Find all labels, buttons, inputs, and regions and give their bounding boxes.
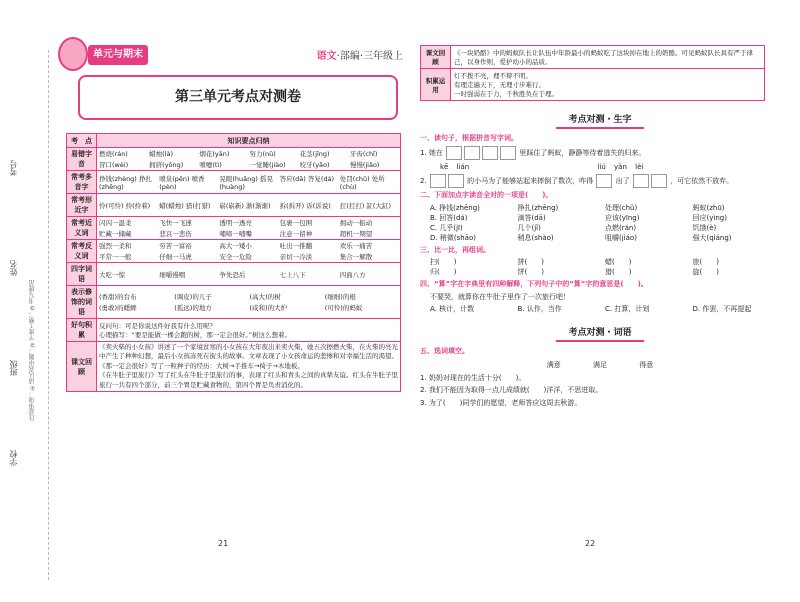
- answer-grid[interactable]: [596, 174, 612, 188]
- question-5-item: 2. 我们不能因为取得一点儿成绩就( )洋洋，不思进取。: [420, 386, 603, 394]
- question-5-item: 3. 为了( )同学们的愿望，老师答应这周去秋游。: [420, 398, 582, 407]
- cut-line: [48, 50, 49, 580]
- name-field-label: 姓名: [9, 260, 18, 276]
- question-3-heading: 三、比一比，再组词。: [420, 245, 490, 254]
- answer-grid[interactable]: [446, 146, 462, 160]
- table-row: 常考反义词 强烈一柔和 穷苦一富裕 高大一矮小 吐出一推翻 欢乐一痛苦 平常一一般 仔细一马虎 安全一危险 亲切一冷淡 集合一解散: [67, 240, 401, 263]
- title-box: [78, 75, 398, 120]
- table-head-point: 考 点: [67, 134, 97, 148]
- question-1-pinyin: kē lián liú yǎn lèi: [440, 162, 644, 171]
- binding-strip: [0, 30, 55, 570]
- page-title: 第三单元考点对测卷: [175, 89, 301, 105]
- table-row: 好句积累 反问句：可是你说这件好我有什么用呢？ 心理描写：“要是能做一棵会跑的树，那一定会很好。”树这么想着。: [67, 319, 401, 342]
- exam-number-field-label: 考号: [9, 160, 18, 176]
- word-bank: 满意 满足 得意: [546, 360, 654, 369]
- table-row: 常考多音字 挣钱(zhèng) 挣扎(zhēng) 喷泉(pēn) 喷香(pèn) 晃眼(huǎng) 摇晃(huàng) 答应(dā) 答复(dá) 处罚(chǔ) 处所(chù): [67, 171, 401, 194]
- answer-grid[interactable]: [464, 146, 480, 160]
- section-heading-words: 考点对测・词语: [420, 320, 780, 342]
- question-2-heading: 二、下面加点字读音全对的一项是( )。: [420, 191, 553, 199]
- table-row: 常考近义词 闪闪一温柔 飞快一飞速 透明一透亮 包裹一包围 拥动一振动 贮藏一储藏 悲哀一悲伤 哺啼一哺嘴 注意一留神 超机一期望: [67, 217, 401, 240]
- question-1-item-1: 1. 她在 里踩住了蚂蚁，静静等待着逃失的归来。: [420, 146, 780, 160]
- subject-label: 语文·部编·三年级上: [316, 51, 403, 62]
- question-5-item: 1. 奶奶对现在的生活十分( )。: [420, 373, 526, 382]
- table-head-summary: 知识要点归纳: [97, 134, 401, 148]
- question-1-heading: 一、读句子，根据拼音写字词。: [420, 134, 518, 142]
- class-field-label: 班级: [9, 360, 18, 376]
- school-field-label: 学校: [9, 450, 18, 466]
- question-3-pairs: 扫( ) 拼( ) 蜡( ) 旅( ) 归( ) 饼( ) 猎( ) 旋( ): [430, 258, 719, 276]
- table-row: 课文回顾 《一块奶酪》中的蚂蚁队长让队伍中年龄最小的蚂蚁吃了这块掉在地上的奶酪。可见蚂蚁队长具有严于律己，以身作则，爱护幼小的品质。: [421, 46, 765, 69]
- left-page: [58, 45, 403, 565]
- table-row: 易错字音 燃烧(rán) 蜡烛(là) 烟花(yān) 努力(nǔ) 花茎(jīng) 牙齿(chǐ) 冒口(wèi) 拥挤(yōng) 喷嚏(tì) 一觉睡(jiào) 咬牙(yǎo) 慢慢(jiǎo): [67, 148, 401, 171]
- table-row: 常考形近字 怜(可怜) 拎(拎着) 蜡(蜡烛) 猎(打猎) 崭(崭新) 渐(渐渐) 拆(拆开) 诉(诉说) 扛(扛打) 缸(大缸): [67, 194, 401, 217]
- question-2-options: A. 挣钱(zhēng) 挣扎(zhēng) 处理(chǔ) 蚂蚁(zhū) B. 回答(dá) 滴答(dā) 应该(yīng) 回应(yìng) C. 几乎(jī) 几个(jǐ) 点燃(rán) 饥饿(è) D. 稍微(shāo) 稍息(shào) 咀嚼(jiáo) 强大(qiáng): [430, 203, 732, 242]
- answer-grid[interactable]: [651, 174, 667, 188]
- page-number-left: 21: [218, 539, 229, 548]
- question-1-item-2: 2. 的小马为了能够站起来摔倒了数次，咋得 出了 ，可它依然不放弃。: [420, 174, 780, 188]
- table-row: 四字词语 大吃一惊 细嚼慢咽 争先恐后 七上八下 四面八方: [67, 263, 401, 286]
- table-row: 积累运用 灯不拨不亮，理不辩不明。 有理走遍天下，无理寸步难行。 一时强弱在于力，千秋胜负在于理。: [421, 69, 765, 101]
- section-ribbon: 单元与期末: [88, 45, 148, 65]
- answer-grid[interactable]: [448, 174, 464, 188]
- table-row: 表示修饰的词语 (香甜)的台布 (调皮)的儿子 (高大)的树 (细细)的根 (勇敢)的蟋蟀 (孤远)的地方 (咸和)的大炉 (可怜)的蚂蚁: [67, 286, 401, 319]
- instructions-note: 注意事项：①请认真审题；②字迹工整；③书写规范: [29, 280, 36, 421]
- section-heading-characters: 考点对测・生字: [420, 107, 780, 129]
- right-page: [420, 45, 780, 565]
- question-4-text: 不要哭，就算你在牛肚子里作了一次旅行吧！: [430, 292, 570, 301]
- clock-icon: [58, 37, 88, 71]
- knowledge-table: [66, 133, 401, 392]
- question-5-heading: 五、选词填空。: [420, 347, 469, 355]
- table-row: 课文回顾 《卖火柴的小女孩》讲述了一个家境贫寒的小女孩在大年夜出来卖火柴，她五次擦燃火柴，在火柴的亮光中产生了种种幻想，最后小女孩冻死在街头的故事。文章表现了小女孩命运的悲惨和对幸福生活的渴望。 《那一定会很好》写了一粒种子的经历：大树→手推车→椅子→木地板。 《在牛肚子里旅行》写了红头在牛肚子里旅行的事，表现了红头和青头之间的真挚友谊。红头在牛肚子里旅行一共有四个部分，前三个胃是贮藏食物的，第四个胃是负责消化的。: [67, 342, 401, 392]
- answer-grid[interactable]: [633, 174, 649, 188]
- answer-grid[interactable]: [482, 146, 498, 160]
- answer-grid[interactable]: [500, 146, 516, 160]
- question-4-options: A. 核计，计数 B. 认作，当作 C. 打算，计划 D. 作罢，不再提起: [430, 305, 752, 313]
- answer-grid[interactable]: [430, 174, 446, 188]
- page-number-right: 22: [585, 539, 596, 548]
- question-4-heading: 四、“算”字在字典里有四种解释，下列句子中的“算”字的意思是( )。: [420, 280, 648, 288]
- review-table: [420, 45, 765, 101]
